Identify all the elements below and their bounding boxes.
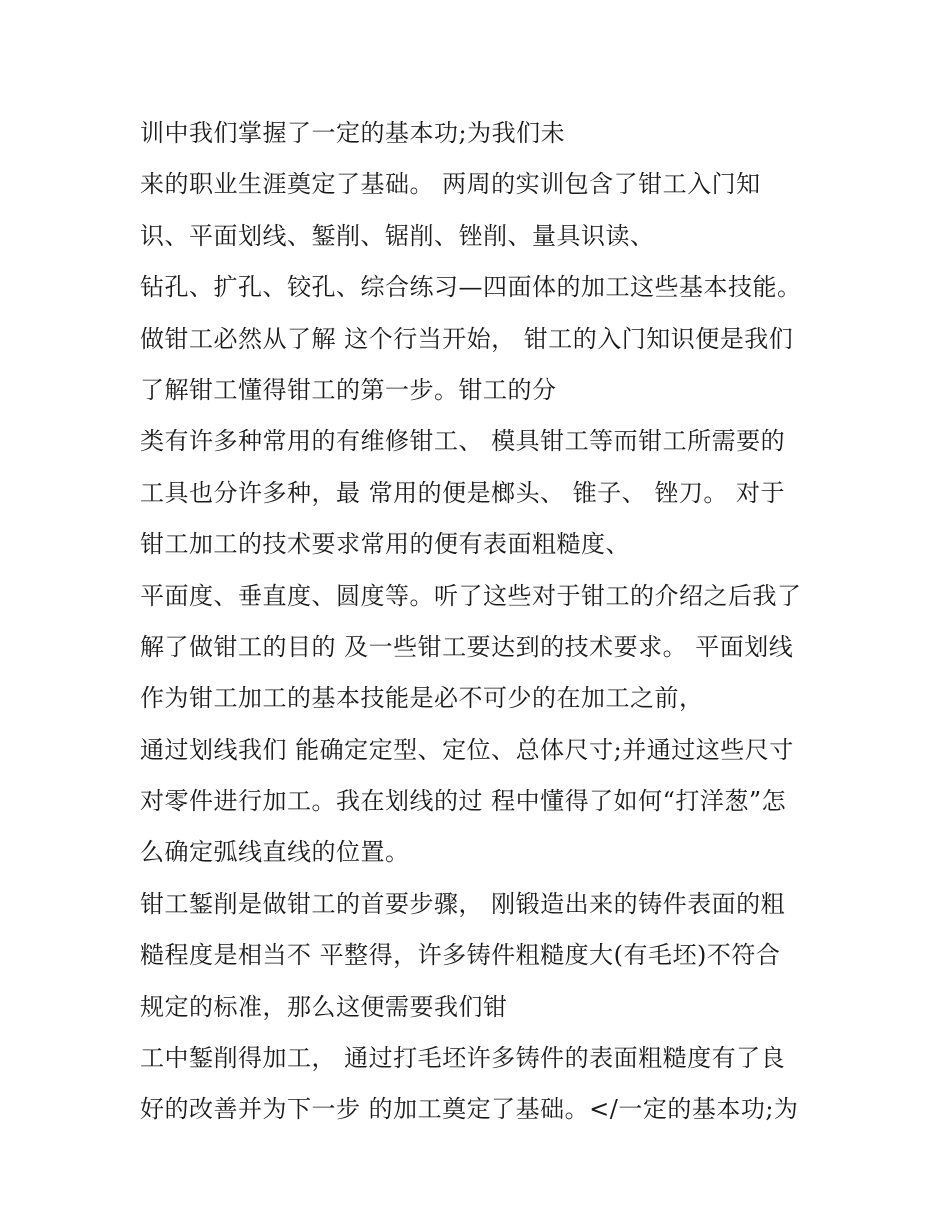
text-line: 平面度、垂直度、圆度等。听了这些对于钳工的介绍之后我了 [140, 581, 802, 610]
text-line: 做钳工必然从了解 这个行当开始， 钳工的入门知识便是我们 [140, 324, 794, 353]
text-line: 好的改善并为下一步 的加工奠定了基础。</一定的基本功;为 [140, 1095, 799, 1124]
text-line: 通过划线我们 能确定定型、定位、总体尺寸;并通过这些尺寸 [140, 735, 794, 764]
text-line: 解了做钳工的目的 及一些钳工要达到的技术要求。 平面划线 [140, 632, 794, 661]
text-line: 作为钳工加工的基本技能是必不可少的在加工之前， [140, 684, 704, 713]
text-line: 工中錾削得加工， 通过打毛坯许多铸件的表面粗糙度有了良 [140, 1044, 786, 1073]
text-line: 对零件进行加工。我在划线的过 程中懂得了如何“打洋葱”怎 [140, 787, 787, 816]
text-line: 来的职业生涯奠定了基础。 两周的实训包含了钳工入门知 [140, 170, 761, 199]
document-body [140, 108, 830, 1136]
text-line: 训中我们掌握了一定的基本功;为我们未 [140, 119, 566, 147]
text-line: 钻孔、扩孔、铰孔、综合练习—四面体的加工这些基本技能。 [140, 273, 802, 302]
text-line: 钳工錾削是做钳工的首要步骤， 刚锻造出来的铸件表面的粗 [140, 889, 786, 918]
text-line: 糙程度是相当不 平整得，许多铸件粗糙度大(有毛坯)不符合 [140, 941, 781, 970]
text-line: 钳工加工的技术要求常用的便有表面粗糙度、 [140, 530, 630, 559]
text-line: 了解钳工懂得钳工的第一步。钳工的分 [140, 375, 557, 404]
text-line: 识、平面划线、錾削、锯削、锉削、量具识读、 [140, 221, 655, 250]
text-line: 么确定弧线直线的位置。 [140, 838, 410, 867]
text-line: 工具也分许多种，最 常用的便是榔头、 锥子、 锉刀。 对于 [140, 478, 786, 507]
text-line: 规定的标准，那么这便需要我们钳 [140, 992, 508, 1021]
text-line: 类有许多种常用的有维修钳工、 模具钳工等而钳工所需要的 [140, 427, 786, 456]
